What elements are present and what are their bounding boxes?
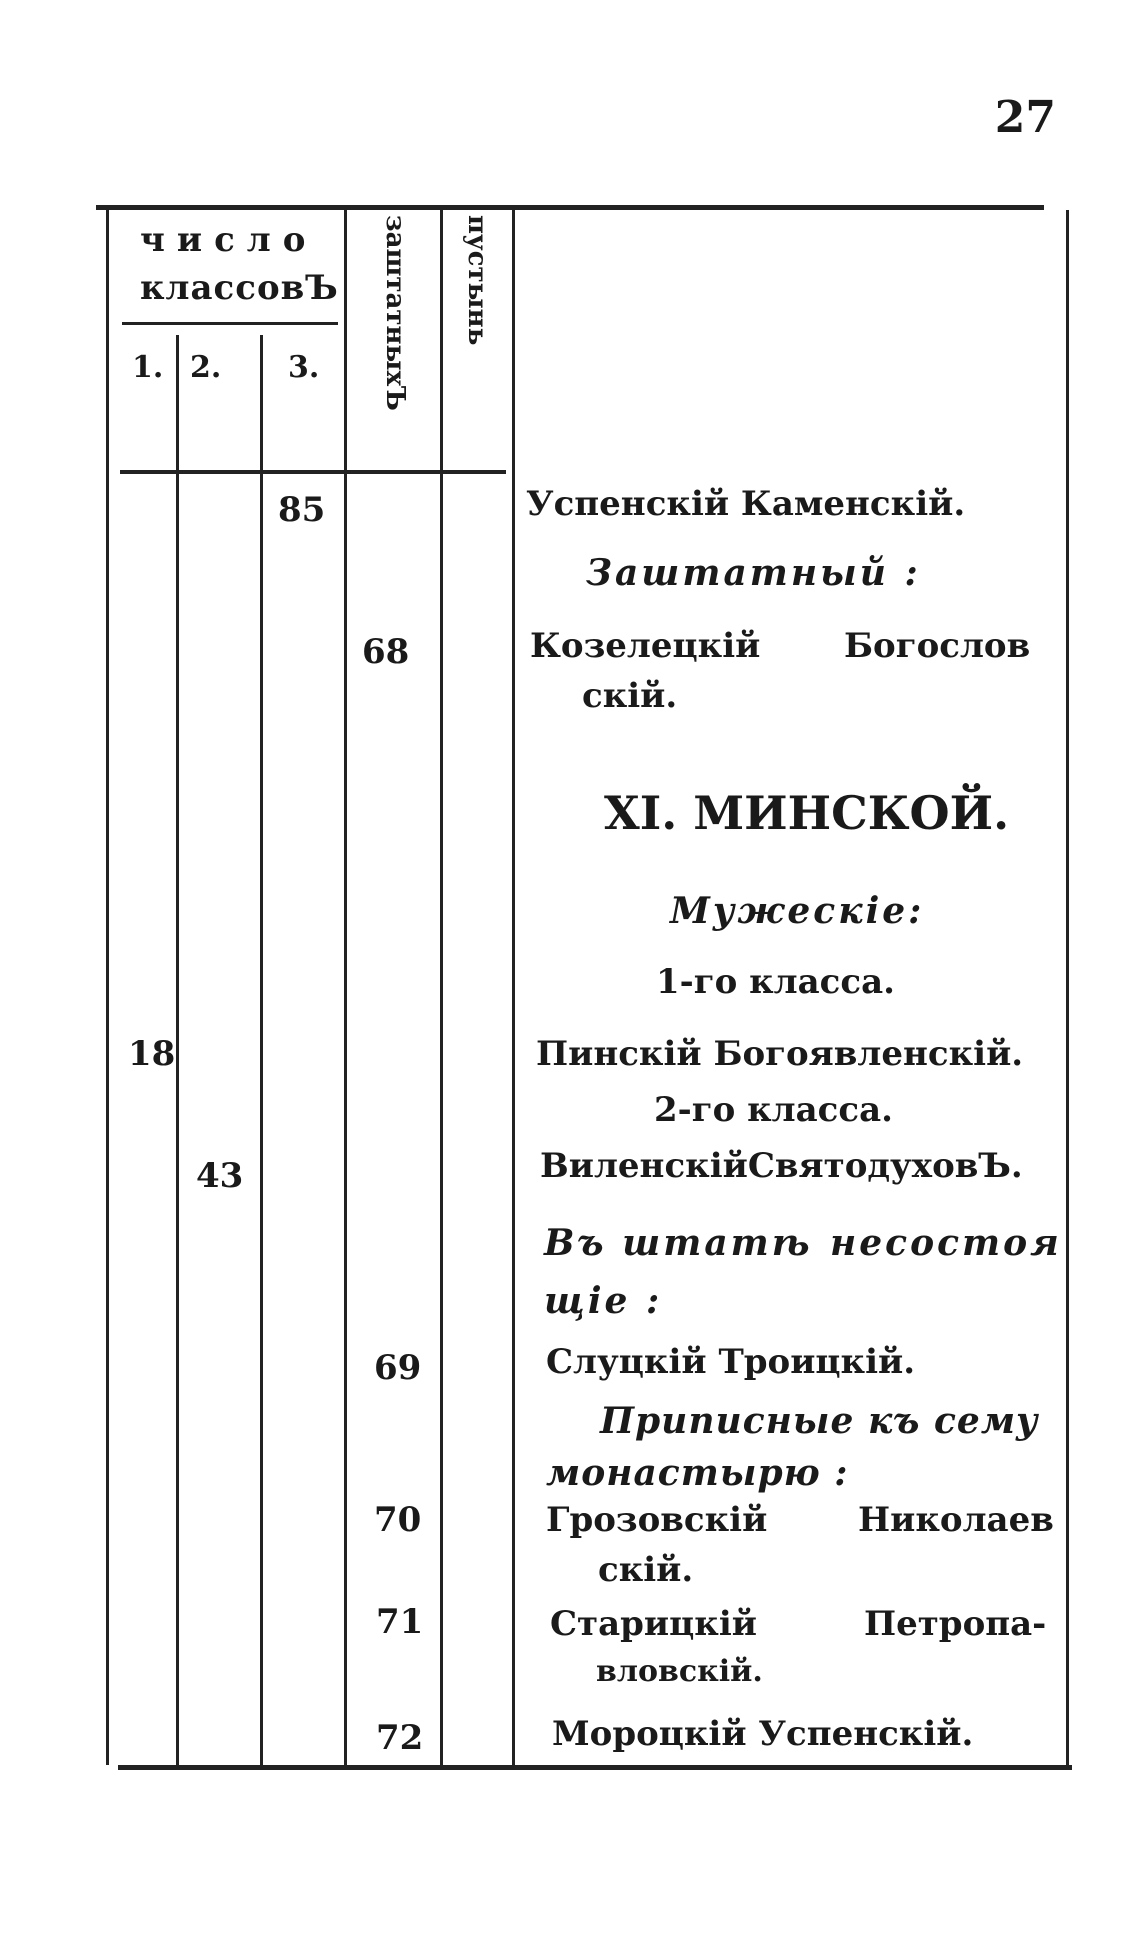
subheading-vshtate-part2: несостоя — [830, 1222, 1062, 1264]
right-border — [1066, 210, 1069, 1765]
number-71: 71 — [376, 1602, 424, 1642]
heading-class-2: 2-го класса. — [654, 1090, 893, 1130]
left-border — [106, 210, 109, 1765]
number-70: 70 — [374, 1500, 422, 1540]
col-divider-2 — [260, 335, 263, 1765]
entry-uspensky-kamensky: Успенскій Каменскій. — [526, 484, 966, 524]
section-title: XI. МИНСКОЙ. — [604, 786, 1010, 840]
page-number: 27 — [994, 92, 1056, 143]
supernumerary-column-header: заштатныхЪ — [380, 215, 410, 411]
col-divider-3 — [344, 210, 347, 1765]
entry-grozovsky-part1: Грозовскій — [546, 1500, 768, 1540]
number-43: 43 — [196, 1156, 244, 1196]
entry-kozeletsky-line2: скій. — [582, 676, 678, 716]
class-count-label-line1: число — [140, 220, 318, 260]
deserted-column-header: пустынь — [462, 215, 492, 346]
entry-staritsky-part2: Петропа- — [864, 1604, 1047, 1644]
bottom-rule — [118, 1765, 1072, 1770]
class-2-header: 2. — [190, 350, 222, 385]
subheading-muzheskie: Мужескіе: — [670, 890, 925, 932]
entry-morotsky: Мороцкій Успенскій. — [552, 1714, 974, 1754]
class-group-rule — [122, 322, 338, 325]
number-69: 69 — [374, 1348, 422, 1388]
number-68: 68 — [362, 632, 410, 672]
heading-class-1: 1-го класса. — [656, 962, 895, 1002]
col-divider-1 — [176, 335, 179, 1765]
top-rule — [96, 205, 1044, 210]
entry-staritsky-part1: Старицкій — [550, 1604, 757, 1644]
class-1-header: 1. — [132, 350, 164, 385]
entry-kozeletsky-part1: Козелецкій — [530, 626, 761, 666]
entry-staritsky-line2: вловскій. — [596, 1654, 763, 1689]
entry-grozovsky-part2: Николаев — [858, 1500, 1054, 1540]
subheading-zashtatny: Заштатный : — [586, 552, 921, 594]
number-85: 85 — [278, 490, 326, 530]
subheading-pripisnye-line2: монастырю : — [546, 1452, 849, 1494]
subheading-pripisnye-line1: Приписные къ сему — [600, 1400, 1039, 1442]
entry-pinsky: Пинскій Богоявленскій. — [536, 1034, 1024, 1074]
class-count-label-line2: классовЪ — [140, 268, 339, 308]
class-3-header: 3. — [288, 350, 320, 385]
number-18: 18 — [128, 1034, 176, 1074]
number-72: 72 — [376, 1718, 424, 1758]
subheading-vshtate-part1: Въ штатѣ — [544, 1222, 813, 1264]
entry-vilensky: ВиленскійСвятодуховЪ. — [540, 1146, 1023, 1186]
subheading-vshtate-line2: щіе : — [544, 1280, 663, 1322]
entry-grozovsky-line2: скій. — [598, 1550, 694, 1590]
col-divider-5 — [512, 210, 515, 1765]
entry-slutsky: Слуцкій Троицкій. — [546, 1342, 916, 1382]
entry-kozeletsky-part2: Богослов — [844, 626, 1031, 666]
col-divider-4 — [440, 210, 443, 1765]
